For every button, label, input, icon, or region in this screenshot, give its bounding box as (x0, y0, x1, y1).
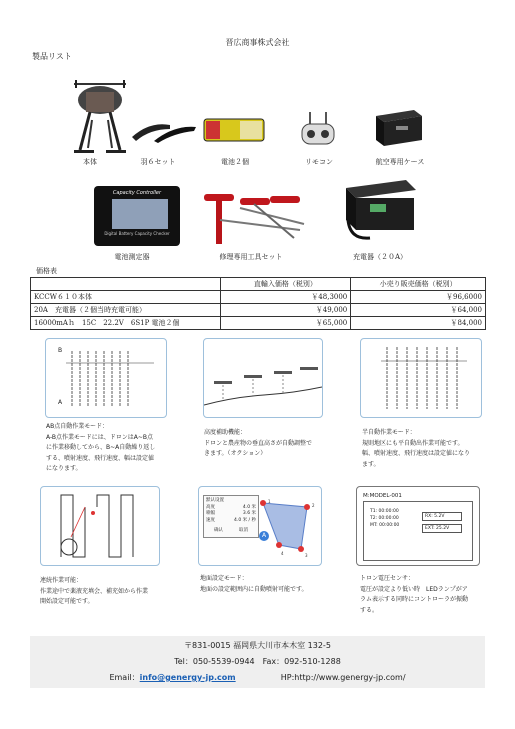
tool-set-image (200, 190, 310, 250)
footer (30, 636, 485, 688)
table-row (31, 291, 486, 304)
ground-setting-diagram (198, 486, 322, 566)
battery-image (202, 117, 268, 143)
device-subtitle: Digital Battery Capacity Checker (104, 231, 170, 236)
setting-value: 4.0 米 (242, 504, 256, 510)
product-caption: リモコン (305, 158, 333, 166)
waypoint-label: 3 (305, 553, 308, 558)
table-header: 小売り販売価格（税別） (351, 278, 486, 291)
feature-title: トロン電圧センサ： (360, 575, 415, 582)
table-cell: 16000mAｈ 15C 22.2V 6S1P 電池２個 (31, 317, 221, 330)
email-label: Email： (109, 673, 140, 682)
feature-line: 地面の設定範囲内に自動噴射可能です。 (200, 585, 308, 593)
table-header: 直輸入価格（税別） (220, 278, 351, 291)
point-a-label: A (58, 399, 63, 406)
feature-line: に作業移動してから、B~A自動繰り返し (46, 444, 156, 451)
timer-t1: T1: 00:00:00 (370, 509, 399, 514)
setting-key: 默认设置 (206, 498, 224, 503)
feature-title: 高度補助機能： (204, 429, 247, 436)
product-caption: 充電器（２０A） (352, 253, 408, 261)
continuous-work-diagram (40, 486, 160, 566)
company-name: 晋広商事株式会社 (225, 38, 290, 47)
feature-title: AB点自動作業モード： (46, 423, 108, 430)
feature-title: 地面設定モード： (200, 575, 248, 582)
contact-line (30, 670, 485, 686)
product-caption: 電池測定器 (114, 253, 150, 261)
price-table-label: 価格表 (36, 267, 57, 275)
confirm-button[interactable]: 确认 (214, 528, 223, 533)
product-list-heading: 製品リスト (32, 52, 72, 61)
setting-buttons (206, 528, 256, 535)
drones-over-terrain (204, 339, 322, 417)
table-cell: ￥65,000 (220, 317, 351, 330)
feature-title: 連続作業可能： (40, 577, 83, 584)
email-link[interactable]: info@genergy-jp.com (139, 673, 236, 682)
product-caption: 電池２個 (221, 158, 249, 166)
feature-description (46, 422, 171, 475)
device-title: Capacity Controller (112, 190, 162, 196)
battery-checker-image (94, 186, 180, 246)
table-cell: ￥64,000 (351, 304, 486, 317)
waypoint-label: 4 (281, 551, 284, 556)
feature-description (200, 574, 330, 595)
table-header (31, 278, 221, 291)
remote-controller-image (300, 110, 336, 148)
table-cell: ￥84,000 (351, 317, 486, 330)
table-row (31, 304, 486, 317)
price-table (30, 277, 486, 330)
semi-auto-lines (361, 339, 481, 417)
table-cell: 20A 充電器（２個当時充電可能） (31, 304, 221, 317)
feature-description (204, 428, 334, 460)
rx-voltage: RX: 5.2V (422, 512, 462, 521)
drone-image (70, 70, 130, 158)
feature-description (40, 576, 170, 608)
feature-line: 規則地区にも平自動出作業可能です。 (362, 439, 464, 447)
feature-description (360, 574, 490, 616)
setting-key: 速度 (206, 517, 215, 523)
ab-mode-lines (66, 347, 162, 413)
charger-image (340, 176, 420, 246)
setting-value: 4.0 米 / 秒 (234, 517, 256, 523)
voltage-sensor-diagram (356, 486, 480, 566)
feature-line: する、噴射速度、飛行速度、幅は設定値 (46, 454, 155, 462)
feature-line: きます。（オクション） (204, 450, 267, 457)
feature-line: ます。 (362, 460, 380, 468)
field-area-map (257, 493, 321, 561)
timer-readouts (370, 508, 399, 529)
feature-line: 開始設定可能です。 (40, 598, 94, 605)
feature-line: ラム表示する同時にコントローラが振動 (360, 596, 468, 603)
setting-key: 高度 (206, 504, 215, 510)
feature-line: ドロンと農産物の垂直高さが自動調整で (204, 439, 313, 447)
setting-value: 3.6 米 (242, 511, 256, 516)
waypoint-label: 2 (312, 503, 315, 508)
table-row (31, 317, 486, 330)
ab-mode-diagram (45, 338, 167, 418)
setting-row (206, 518, 256, 525)
ext-voltage: EXT: 25.2V (422, 524, 462, 533)
waypoint-label: 1 (268, 499, 271, 504)
table-header-row (31, 278, 486, 291)
model-title: M:MODEL-001 (363, 493, 402, 499)
semi-auto-diagram (360, 338, 482, 418)
product-caption: 羽６セット (140, 158, 176, 166)
feature-title: 半自動作業モード： (362, 429, 416, 436)
cancel-button[interactable]: 取消 (239, 528, 248, 533)
product-caption: 本体 (83, 158, 97, 166)
feature-line: 幅、噴射速度、飛行速度は設定値になり (362, 450, 471, 457)
propeller-set-image (130, 115, 198, 145)
phone-fax: Tel：050-5539-0944 Fax：092-510-1288 (174, 657, 341, 666)
table-cell: ￥96,6000 (351, 291, 486, 304)
point-a-marker: A (259, 531, 269, 541)
point-b-label: B (58, 347, 63, 354)
feature-line: 電圧が設定より低い時 LEDランプがア (360, 585, 468, 593)
altitude-assist-diagram (203, 338, 323, 418)
table-cell: ￥48,3000 (220, 291, 351, 304)
timer-mt: MT: 00:00:00 (370, 523, 400, 528)
settings-panel (203, 495, 259, 538)
feature-line: になります。 (46, 465, 82, 472)
address: 〒831-0015 福岡県大川市本木室 132-5 (184, 641, 331, 650)
product-caption: 修理専用工具セット (219, 253, 283, 261)
homepage-link[interactable]: HP:http://www.genergy-jp.com/ (280, 673, 406, 682)
feature-line: 作業途中で薬液充填会、補充如から作業 (40, 587, 149, 595)
continuous-path (41, 487, 159, 565)
product-caption: 航空専用ケース (375, 158, 425, 166)
feature-line: する。 (360, 606, 379, 614)
table-cell: ￥49,000 (220, 304, 351, 317)
setting-key: 喷幅 (206, 511, 215, 516)
feature-line: A-B点作業モードには、ドロンはA~B点 (46, 433, 154, 441)
feature-description (362, 428, 492, 470)
timer-t2: T2: 00:00:00 (370, 516, 399, 521)
flight-case-image (372, 106, 424, 148)
sensor-screen (363, 501, 473, 561)
table-cell: KCCW６１０本体 (31, 291, 221, 304)
